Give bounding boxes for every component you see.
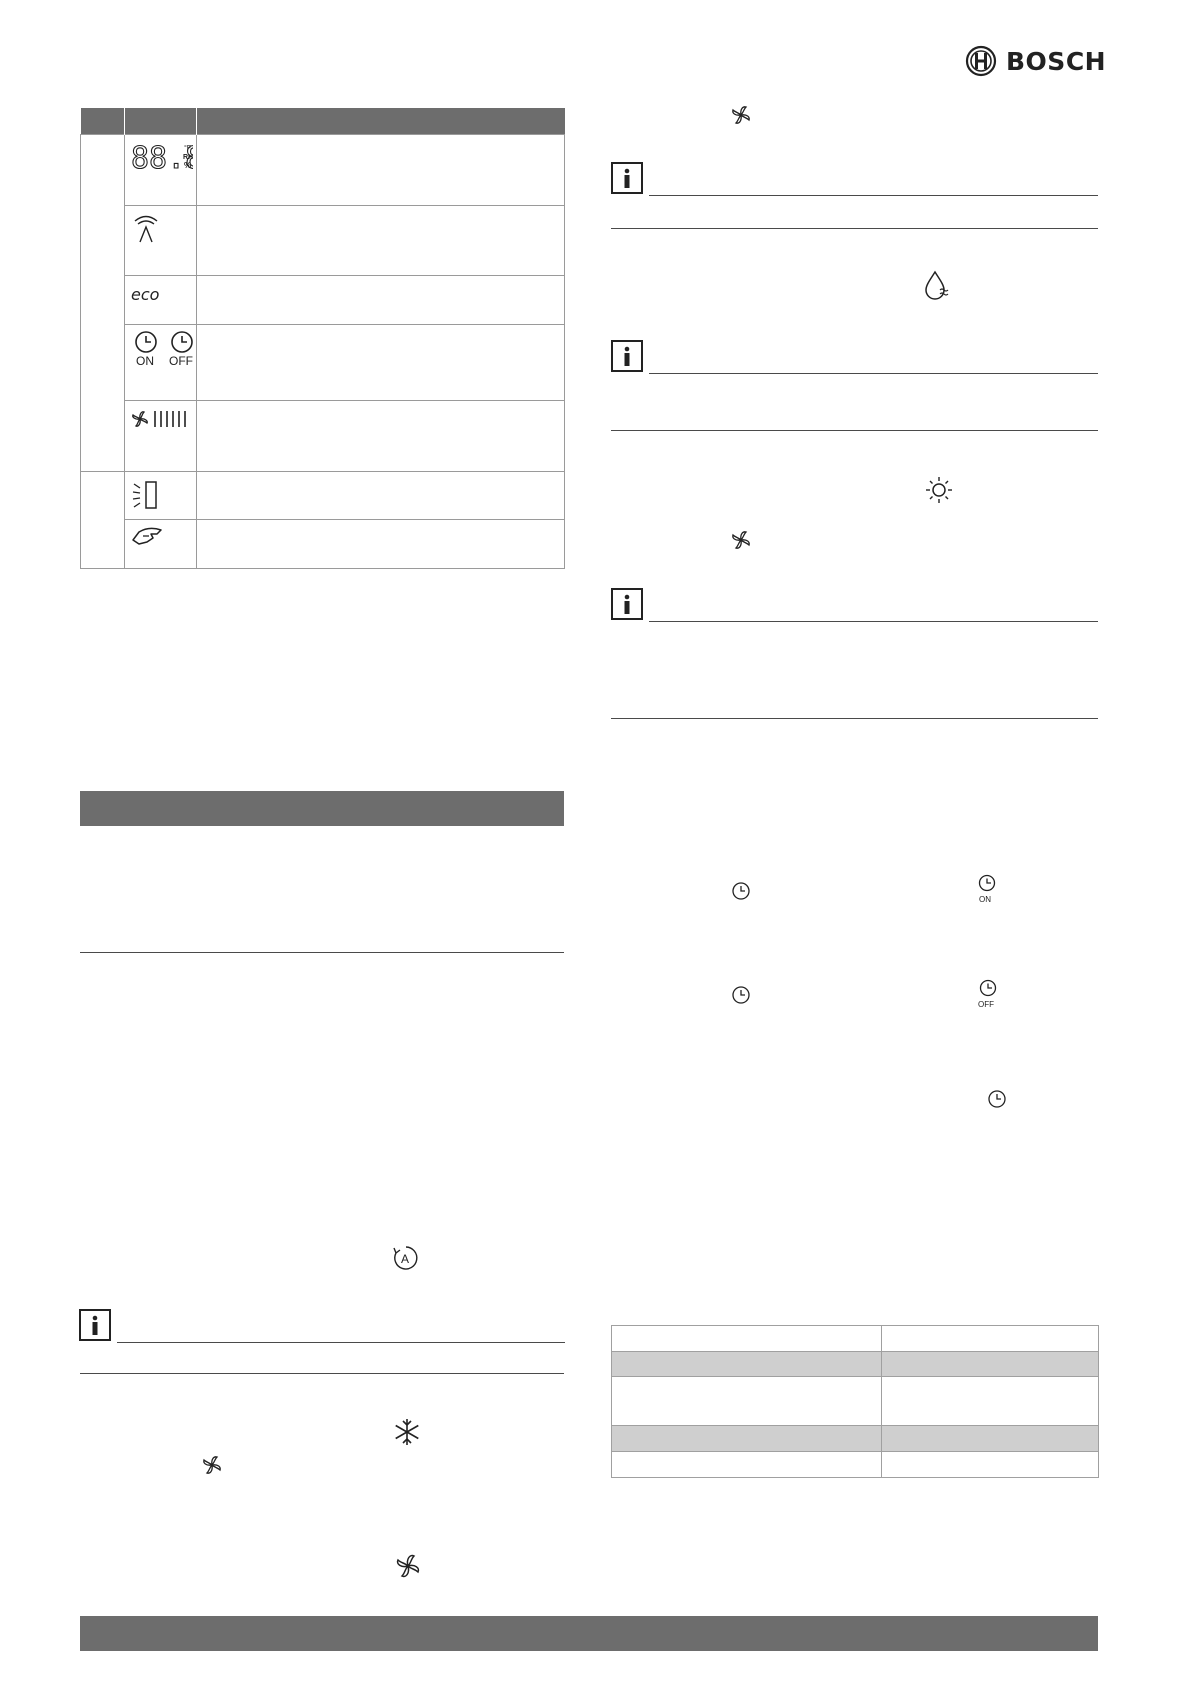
fan-speed-bars-icon (131, 407, 195, 431)
table-cell (882, 1426, 1099, 1452)
table-header-row (81, 108, 565, 135)
note-header-rule (649, 195, 1098, 196)
fan-only-mode-icon (394, 1552, 422, 1580)
description-cell (197, 206, 565, 276)
clock-off-label: OFF (978, 1000, 994, 1009)
table-cell (612, 1326, 882, 1352)
description-cell (197, 135, 565, 206)
group-number-cell (81, 135, 125, 472)
icon-cell (125, 472, 197, 520)
unit-fahrenheit: °F (184, 145, 192, 152)
eco-mode-icon (131, 282, 171, 306)
section-divider (611, 430, 1098, 431)
info-icon (611, 340, 643, 372)
description-cell (197, 472, 565, 520)
bosch-armature-icon (964, 44, 998, 78)
bosch-logo (964, 44, 1107, 78)
table-cell (882, 1377, 1099, 1426)
timer-on-label: ON (136, 354, 154, 368)
auto-icon-label: A (401, 1252, 410, 1266)
table-cell (882, 1326, 1099, 1352)
snowflake-cool-icon (392, 1417, 422, 1447)
section-divider (80, 1373, 564, 1374)
timer-on-off-icon (131, 331, 197, 371)
section-header-bar (80, 791, 564, 826)
table-cell (882, 1452, 1099, 1478)
fan-icon (729, 528, 753, 552)
icon-cell (125, 135, 197, 206)
brand-name: BOSCH (1006, 47, 1107, 76)
description-cell (197, 520, 565, 569)
clock-icon (730, 880, 752, 902)
fan-icon (200, 1453, 224, 1477)
info-icon (611, 162, 643, 194)
icon-cell (125, 325, 197, 401)
dry-mode-icon (922, 269, 952, 303)
table-row (612, 1377, 1099, 1426)
clock-on-icon (975, 874, 999, 904)
description-cell (197, 325, 565, 401)
info-icon (611, 588, 643, 620)
table-cell (882, 1352, 1099, 1377)
info-icon (79, 1309, 111, 1341)
turbo-hand-icon (131, 526, 165, 548)
icon-cell (125, 276, 197, 325)
table-row (81, 135, 565, 206)
table-row (612, 1326, 1099, 1352)
clock-icon (986, 1088, 1008, 1110)
table-cell (612, 1352, 882, 1377)
description-cell (197, 276, 565, 325)
note-header-rule (649, 373, 1098, 374)
sun-heat-icon (924, 475, 954, 505)
table-cell (612, 1452, 882, 1478)
unit-rh: RH (183, 154, 193, 161)
display-symbol-table (80, 108, 565, 569)
table-header-cell (197, 108, 565, 135)
section-divider (80, 952, 564, 953)
info-note (611, 162, 1098, 198)
eco-label: eco (131, 285, 160, 304)
table-header-cell (125, 108, 197, 135)
icon-cell (125, 206, 197, 276)
table-row (81, 206, 565, 276)
icon-cell (125, 520, 197, 569)
table-cell (612, 1377, 882, 1426)
footer-bar (80, 1616, 1098, 1651)
fan-icon (729, 103, 753, 127)
table-cell (612, 1426, 882, 1452)
note-header-rule (117, 1342, 565, 1343)
info-note (611, 588, 1098, 624)
clock-on-label: ON (979, 895, 991, 904)
clock-icon (730, 984, 752, 1006)
table-row (612, 1426, 1099, 1452)
group-number-cell (81, 472, 125, 569)
settings-table (611, 1325, 1099, 1478)
timer-off-label: OFF (169, 354, 193, 368)
table-row (81, 520, 565, 569)
auto-mode-icon (392, 1244, 420, 1272)
unit-percent: % (184, 161, 192, 170)
note-header-rule (649, 621, 1098, 622)
table-row (612, 1352, 1099, 1377)
clock-off-icon (975, 979, 1001, 1009)
section-divider (611, 228, 1098, 229)
display-light-icon (131, 478, 161, 512)
table-row (81, 472, 565, 520)
info-note (611, 340, 1098, 376)
table-row (612, 1452, 1099, 1478)
table-row (81, 401, 565, 472)
section-divider (611, 718, 1098, 719)
swing-louver-icon (131, 212, 161, 246)
table-row (81, 276, 565, 325)
temperature-humidity-display-icon (131, 141, 193, 173)
table-row (81, 325, 565, 401)
table-header-cell (81, 108, 125, 135)
display-digits: 88. (131, 141, 186, 173)
icon-cell (125, 401, 197, 472)
description-cell (197, 401, 565, 472)
info-note (79, 1309, 565, 1345)
